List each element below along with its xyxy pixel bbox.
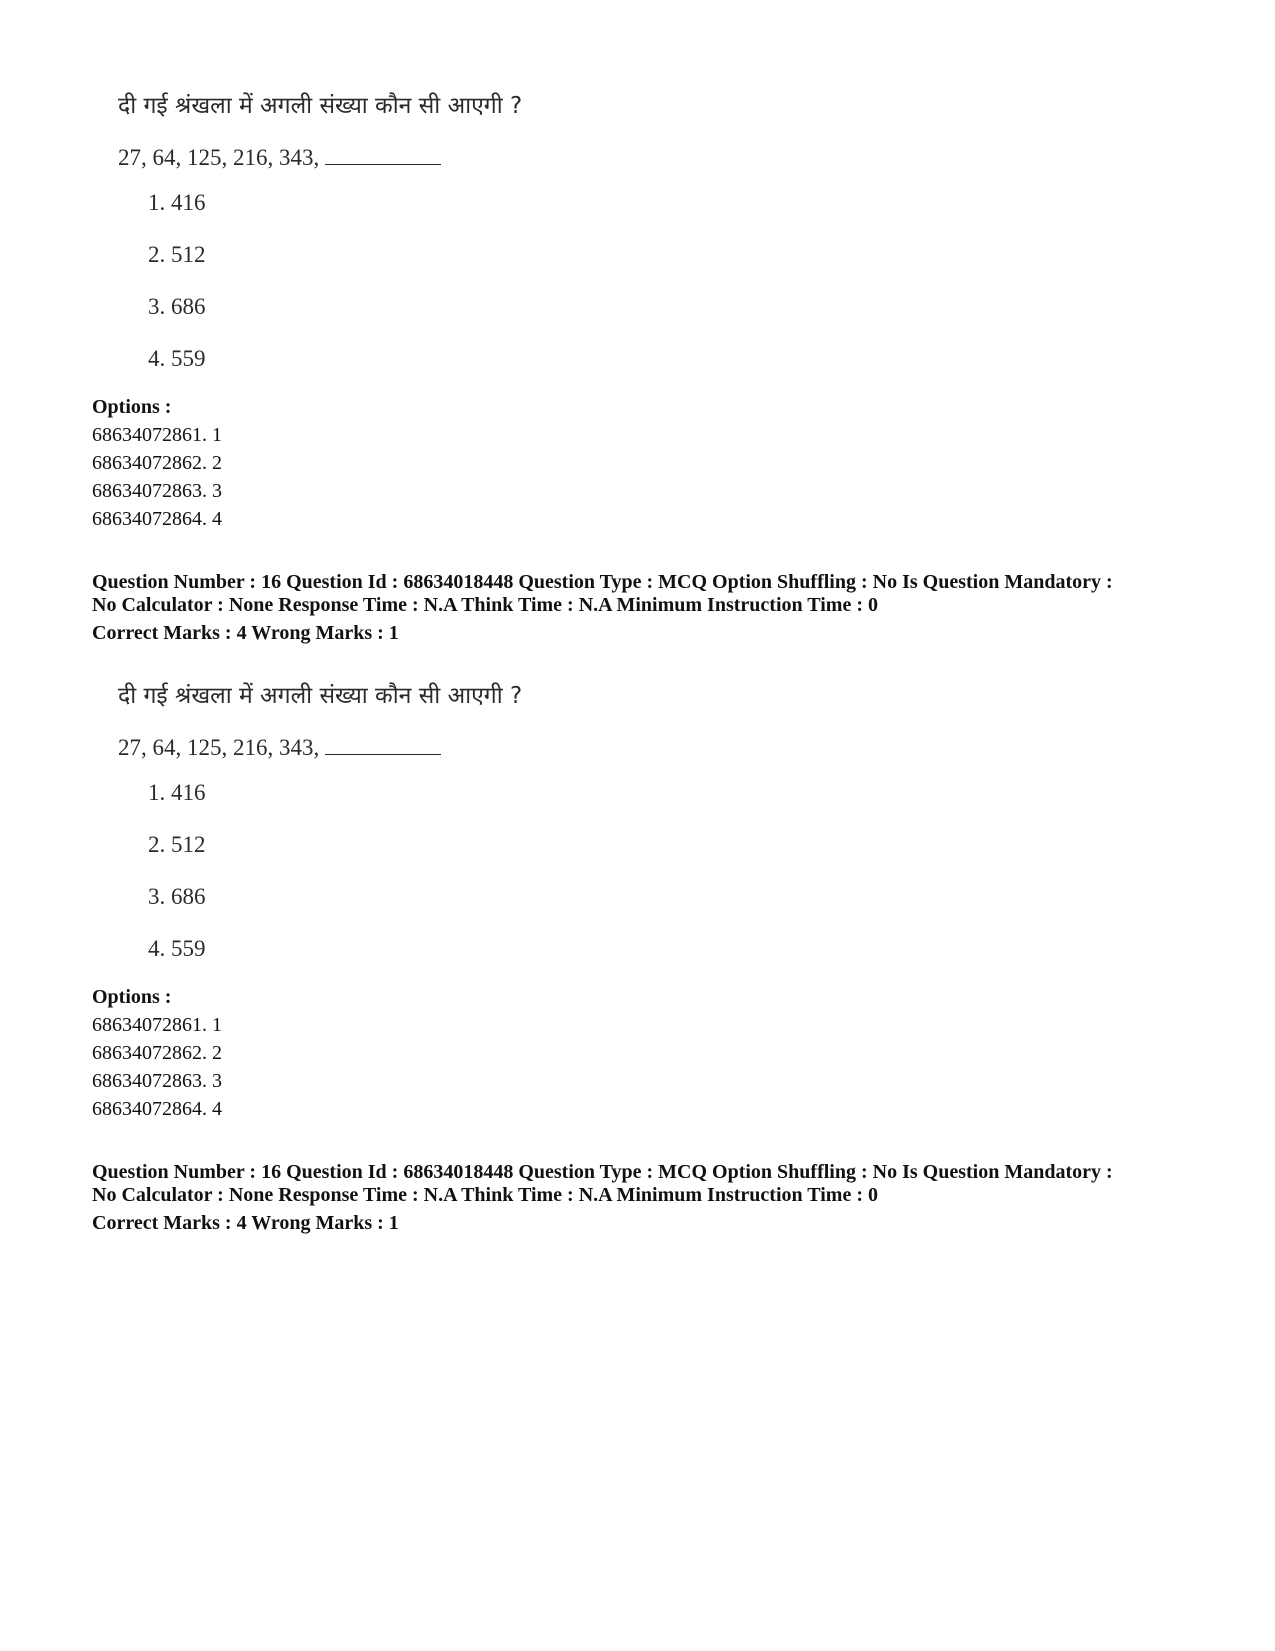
- answer-blank: [325, 732, 441, 755]
- option-line-3: 68634072863. 3: [92, 480, 222, 502]
- choice-1: 1. 416: [148, 780, 206, 805]
- question-meta-line-1: Question Number : 16 Question Id : 68634018448 Question Type : MCQ Option Shuffling : No Is Question Mandatory :: [92, 571, 1113, 593]
- option-line-4: 68634072864. 4: [92, 1098, 222, 1120]
- question-marks: Correct Marks : 4 Wrong Marks : 1: [92, 622, 399, 644]
- choice-1: 1. 416: [148, 190, 206, 215]
- option-line-2: 68634072862. 2: [92, 452, 222, 474]
- question-text-hindi: दी गई श्रंखला में अगली संख्या कौन सी आएगी ?: [118, 683, 523, 709]
- choice-3: 3. 686: [148, 884, 206, 909]
- question-text-hindi: दी गई श्रंखला में अगली संख्या कौन सी आएगी ?: [118, 93, 523, 119]
- option-line-2: 68634072862. 2: [92, 1042, 222, 1064]
- question-image: [0, 678, 1275, 998]
- choice-4: 4. 559: [148, 346, 206, 371]
- question-meta-line-2: No Calculator : None Response Time : N.A Think Time : N.A Minimum Instruction Time : 0: [92, 1184, 878, 1206]
- choice-2: 2. 512: [148, 832, 206, 857]
- option-line-1: 68634072861. 1: [92, 1014, 222, 1036]
- option-line-4: 68634072864. 4: [92, 508, 222, 530]
- series-values: 27, 64, 125, 216, 343,: [118, 735, 320, 760]
- question-marks: Correct Marks : 4 Wrong Marks : 1: [92, 1212, 399, 1234]
- choice-3: 3. 686: [148, 294, 206, 319]
- question-meta-line-2: No Calculator : None Response Time : N.A Think Time : N.A Minimum Instruction Time : 0: [92, 594, 878, 616]
- series-values: 27, 64, 125, 216, 343,: [118, 145, 320, 170]
- answer-blank: [325, 142, 441, 165]
- choice-4: 4. 559: [148, 936, 206, 961]
- choice-2: 2. 512: [148, 242, 206, 267]
- options-title: Options :: [92, 986, 172, 1008]
- number-series: [118, 142, 441, 171]
- question-meta-line-1: Question Number : 16 Question Id : 68634018448 Question Type : MCQ Option Shuffling : No Is Question Mandatory :: [92, 1161, 1113, 1183]
- number-series: [118, 732, 441, 761]
- option-line-1: 68634072861. 1: [92, 424, 222, 446]
- options-title: Options :: [92, 396, 172, 418]
- question-image: [0, 88, 1275, 408]
- option-line-3: 68634072863. 3: [92, 1070, 222, 1092]
